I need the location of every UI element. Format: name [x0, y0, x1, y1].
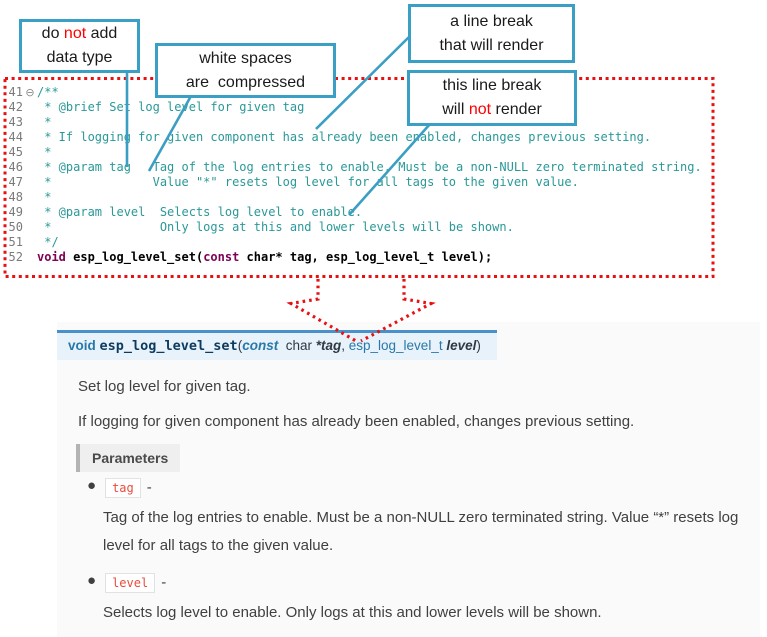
code-text: /** [37, 85, 59, 99]
code-text: * [37, 190, 52, 204]
line-number: 45 [8, 145, 23, 159]
callout-text-line: will not render [442, 101, 542, 118]
gutter-spacer [23, 160, 37, 175]
gutter-spacer [23, 115, 37, 130]
param-name-chip: level [105, 573, 155, 593]
param-name-chip: tag [105, 478, 141, 498]
line-number: 44 [8, 130, 23, 144]
code-line [8, 145, 702, 160]
callout-text-line: that will render [439, 36, 544, 54]
gutter-spacer [23, 235, 37, 250]
code-line [8, 85, 702, 100]
code-text: * Only logs at this and lower levels will be shown. [37, 220, 514, 234]
code-text: * If logging for given component has already been enabled, changes previous setting. [37, 130, 652, 144]
line-number: 42 [8, 100, 23, 114]
function-signature-bar: void esp_log_level_set(const char *tag, esp_log_level_t level) [57, 330, 497, 360]
gutter-spacer [23, 190, 37, 205]
gutter-spacer [23, 205, 37, 220]
detailed-description: If logging for given component has already been enabled, changes previous setting. [78, 413, 635, 430]
code-editor-snippet [8, 85, 702, 265]
callout-line-break-renders [408, 4, 575, 63]
line-number: 49 [8, 205, 23, 219]
param-description: Tag of the log entries to enable. Must be a non-NULL zero terminated string. Value “*” resets log level for all tags to the given value. [103, 509, 739, 554]
gutter-spacer [23, 250, 37, 265]
parameters-heading: Parameters [76, 444, 180, 472]
brief-description: Set log level for given tag. [78, 378, 251, 395]
code-line [8, 205, 702, 220]
line-number: 47 [8, 175, 23, 189]
code-text: */ [37, 235, 59, 249]
code-text: * [37, 145, 52, 159]
gutter-spacer [23, 145, 37, 160]
code-text: * [37, 115, 52, 129]
gutter-spacer [23, 130, 37, 145]
callout-text-line: do not add [41, 25, 118, 42]
bullet-icon: ● [87, 572, 97, 589]
line-number: 51 [8, 235, 23, 249]
callout-text-line: a line break [450, 12, 533, 30]
callout-text-line: data type [46, 49, 113, 66]
param-description: Selects log level to enable. Only logs at this and lower levels will be shown. [103, 604, 602, 621]
bullet-icon: ● [87, 477, 97, 494]
callout-text-line: this line break [442, 77, 542, 94]
gutter-spacer [23, 220, 37, 235]
line-number: 46 [8, 160, 23, 174]
gutter-spacer [23, 175, 37, 190]
code-line [8, 160, 702, 175]
callout-text-line: white spaces [199, 49, 292, 67]
code-text: void esp_log_level_set(const char* tag, esp_log_level_t level); [37, 250, 493, 264]
line-number: 41 [8, 85, 23, 99]
code-line [8, 235, 702, 250]
callout-text-line: are compressed [185, 73, 306, 91]
fold-collapse-icon[interactable]: ⊖ [25, 86, 35, 99]
line-number: 50 [8, 220, 23, 234]
callout-whitespace-compressed [155, 43, 336, 98]
code-line [8, 220, 702, 235]
code-text: * @param level Selects log level to enable. [37, 205, 363, 219]
code-text: * @brief Set log level for given tag [37, 100, 305, 114]
callout-do-not-add-datatype [19, 19, 140, 73]
param-dash: - [161, 574, 167, 591]
line-number: 52 [8, 250, 23, 264]
param-dash: - [146, 479, 152, 496]
code-line [8, 250, 702, 265]
code-line [8, 190, 702, 205]
callout-line-break-no-render [407, 70, 577, 126]
code-line [8, 115, 702, 130]
param-item-level [87, 572, 166, 592]
line-number: 43 [8, 115, 23, 129]
rendered-doc-panel [57, 322, 760, 637]
param-item-tag [87, 477, 152, 497]
code-text: * @param tag Tag of the log entries to enable. Must be a non-NULL zero terminated string. [37, 160, 702, 174]
code-line [8, 175, 702, 190]
gutter-spacer [23, 100, 37, 115]
code-text: * Value "*" resets log level for all tags to the given value. [37, 175, 579, 189]
code-line [8, 100, 702, 115]
line-number: 48 [8, 190, 23, 204]
code-line [8, 130, 702, 145]
